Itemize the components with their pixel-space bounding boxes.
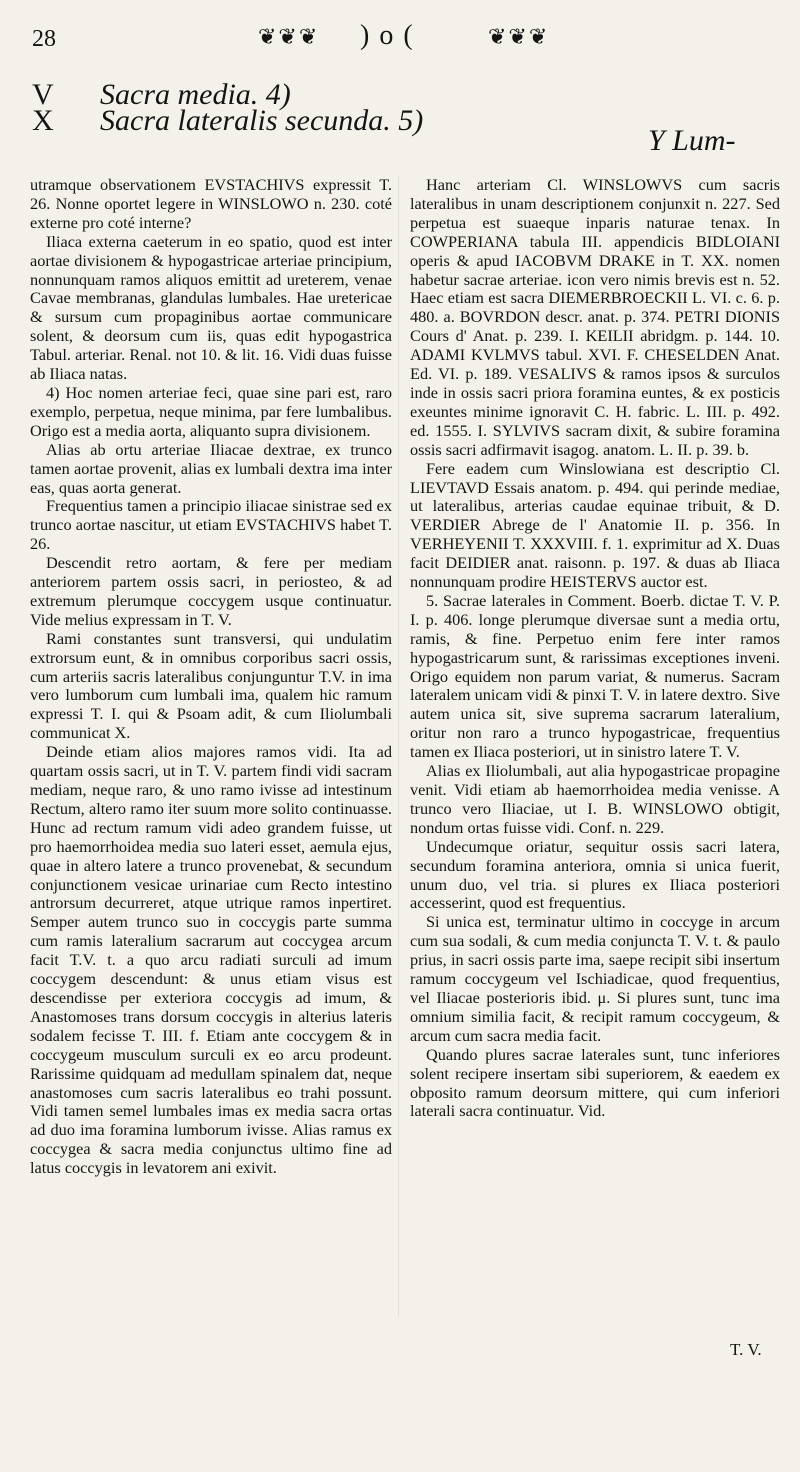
paragraph: 4) Hoc nomen arteriae feci, quae sine pari est, raro exemplo, perpetua, neque minima, par fere lumbalibus. Origo est a media aorta, aliquanto supra divisionem.: [30, 382, 392, 440]
paragraph: Quando plures sacrae laterales sunt, tunc inferiores solent recipere insertam sibi superiorem, & eaedem ex obposito ramum deorsum mittere, qui cum inferiori laterali sacra continuatur. Vid.: [410, 1044, 780, 1121]
paragraph: Descendit retro aortam, & fere per mediam anteriorem partem ossis sacri, in periosteo, & ad extremum plerumque coccygem usque continuatur. Vide melius expressam in T. V.: [30, 553, 392, 629]
heading-letter: X: [32, 104, 54, 137]
ornament-left-icon: ❦❦❦: [258, 24, 320, 49]
paragraph: Frequentius tamen a principio iliacae sinistrae sed ex trunco aortae nascitur, ut etiam EVSTACHIVS habet T. 26.: [30, 496, 392, 554]
paragraph: Alias ab ortu arteriae Iliacae dextrae, ex trunco tamen aortae provenit, alias ex lumbali dextra ima inter eas, quas aorta generat.: [30, 439, 392, 497]
ornament-center-icon: )o(: [360, 20, 423, 51]
paragraph: Si unica est, terminatur ultimo in coccyge in arcum cum sua sodali, & cum media conjuncta T. V. t. & paulo prius, in sacri ossis parte ima, saepe recipit sibi insertum ramum coccygeum vel Ischiadicae, quod frequentius, vel Iliacae posterioris ibid. μ. Si plures sunt, tunc ima omnium similia facit, & recipit ramum coccygeum, & arcum cum sacra media facit.: [410, 912, 780, 1045]
paragraph: Alias ex Iliolumbali, aut alia hypogastricae propagine venit. Vidi etiam ab haemorrhoidea media venisse. A trunco vero Iliaciae, ut I. B. WINSLOWO obtigit, nondum ortas fuisse vidi. Conf. n. 229.: [410, 761, 780, 837]
catchword: T. V.: [730, 1340, 762, 1359]
heading-title: Sacra media. 4): [100, 78, 291, 111]
section-heading: [32, 104, 423, 138]
right-column: [410, 176, 780, 1121]
page-number: 28: [32, 26, 56, 52]
heading-title: Sacra lateralis secunda. 5): [100, 104, 424, 137]
paragraph: Deinde etiam alios majores ramos vidi. Ita ad quartam ossis sacri, ut in T. V. partem findi vidi sacram mediam, neque raro, & uno ramo ivisse ad intestinum Rectum, altero ramo iter suum more solito continuasse. Hunc ad rectum ramum vidi adeo grandem fuisse, ut pro haemorrhoidea media suo lateri esset, aemula ejus, quae in altero latere a trunco provenebat, & secundum conjunctionem vesicae urinariae cum Recto intestino antrorsum decurreret, atque utrique ramos inpertiret. Semper autem trunco suo in coccygis parte summa cum ramis lateralium sacrarum aut coccygea arcum facit T.V. t. a quo arcu radiati surculi ad imum coccygem descendunt: & unus etiam visus est descendisse per exteriora coccygis ad imum, & Anastomoses trans dorsum coccygis in alterius lateris sodalem fecisse T. III. f. Etiam ante coccygem & in coccygeum musculum surculi ex eo arcu prodeunt. Rarissime quidquam ad medullam spinalem dat, neque anastomoses cum sacris lateralibus eo trahi possunt. Vidi tamen semel lumbales imas ex media sacra ortas ad duo ima foramina lumborum ivisse. Alias ramus ex coccygea & sacra media conjunctus ultimo fine ad latus coccygis in levatorem ani exivit.: [30, 742, 392, 1178]
left-column: [30, 176, 392, 1178]
column-divider: [398, 176, 399, 1316]
heading-letter: V: [32, 78, 54, 111]
paragraph: Fere eadem cum Winslowiana est descriptio Cl. LIEVTAVD Essais anatom. p. 494. qui perinde mediae, ut lateralibus, arterias caudae equinae tribuit, & D. VERDIER Abrege de l' Anatomie II. p. 356. In VERHEYENII T. XXXVIII. f. 1. exprimitur ad X. Duas facit DEIDIER anat. raisonn. p. 197. & duas ab Iliaca nonnunquam prodire HEISTERVS auctor est.: [410, 458, 780, 592]
paragraph: utramque observationem EVSTACHIVS expressit T. 26. Nonne oportet legere in WINSLOWO n. 230. coté externe pro coté interne?: [30, 175, 392, 232]
paragraph: Rami constantes sunt transversi, qui undulatim extrorsum eunt, & in omnibus corporibus sacri ossis, cum arteriis sacris lateralibus conjunguntur T.V. in ima vero lumborum cum lumbali ima, qualem hic ramum expressi T. I. qui & Psoam adit, & cum Iliolumbali communicat X.: [30, 628, 392, 743]
paragraph: Hanc arteriam Cl. WINSLOWVS cum sacris lateralibus in unam descriptionem conjunxit n. 227. Sed perpetua est suaeque inparis naturae tenax. In COWPERIANA tabula III. appendicis BIDLOIANI operis & apud IACOBVM DRAKE in T. XX. nomen habetur sacrae arteriae. icon vero nimis brevis est n. 52. Haec etiam est sacra DIEMERBROECKII L. VI. c. 6. p. 480. a. BOVRDON descr. anat. p. 374. PETRI DIONIS Cours d' Anat. p. 239. I. KEILII abridgm. p. 144. 10. ADAMI KVLMVS tabul. XVI. F. CHESELDEN Anat. Ed. VI. p. 189. VESALIVS & ramos ipsos & surculos inde in ossis sacri priora foramina euntes, & ex posticis exeuntes minime ignoravit C. H. fabric. L. III. p. 492. ed. 1555. I. SYLVIVS sacram dixit, & subire foramina ossis sacri adfirmavit isagog. anatom. L. II. p. 39. b.: [410, 175, 780, 459]
paragraph: Iliaca externa caeterum in eo spatio, quod est inter aortae divisionem & hypogastricae arteriae principium, nonnunquam ramos aliquos emittit ad ureterem, venae Cavae membranas, glandulas lumbales. Hae uretericae & sursum cum propaginibus aortae communicare solent, & deorsum cum iis, quas edit hypogastrica Tabul. arteriar. Renal. not 10. & lit. 16. Vidi duas fuisse ab Iliaca natas.: [30, 231, 392, 384]
paragraph: 5. Sacrae laterales in Comment. Boerb. dictae T. V. P. I. p. 406. longe plerumque diversae sunt a media ortu, ramis, & fine. Perpetuo enim fere inter ramos hypogastricarum sunt, & rarissimas exceptiones inveni. Origo equidem non parum variat, & numerus. Sacram lateralem unicam vidi & pinxi T. V. in latere dextro. Sive autem unica sit, sive suprema sacrarum lateralium, oritur non raro a trunco hypogastricae, frequentius tamen ex Iliaca posteriori, ut in sinistro latere T. V.: [410, 590, 781, 762]
catchword-heading: Y Lum-: [648, 124, 736, 157]
paragraph: Undecumque oriatur, sequitur ossis sacri latera, secundum foramina anteriora, omnia si unica fuerit, unum duo, vel tria. si plures ex Iliaca posteriori accesserint, quod est frequentius.: [410, 836, 780, 913]
ornament-right-icon: ❦❦❦: [488, 24, 550, 49]
